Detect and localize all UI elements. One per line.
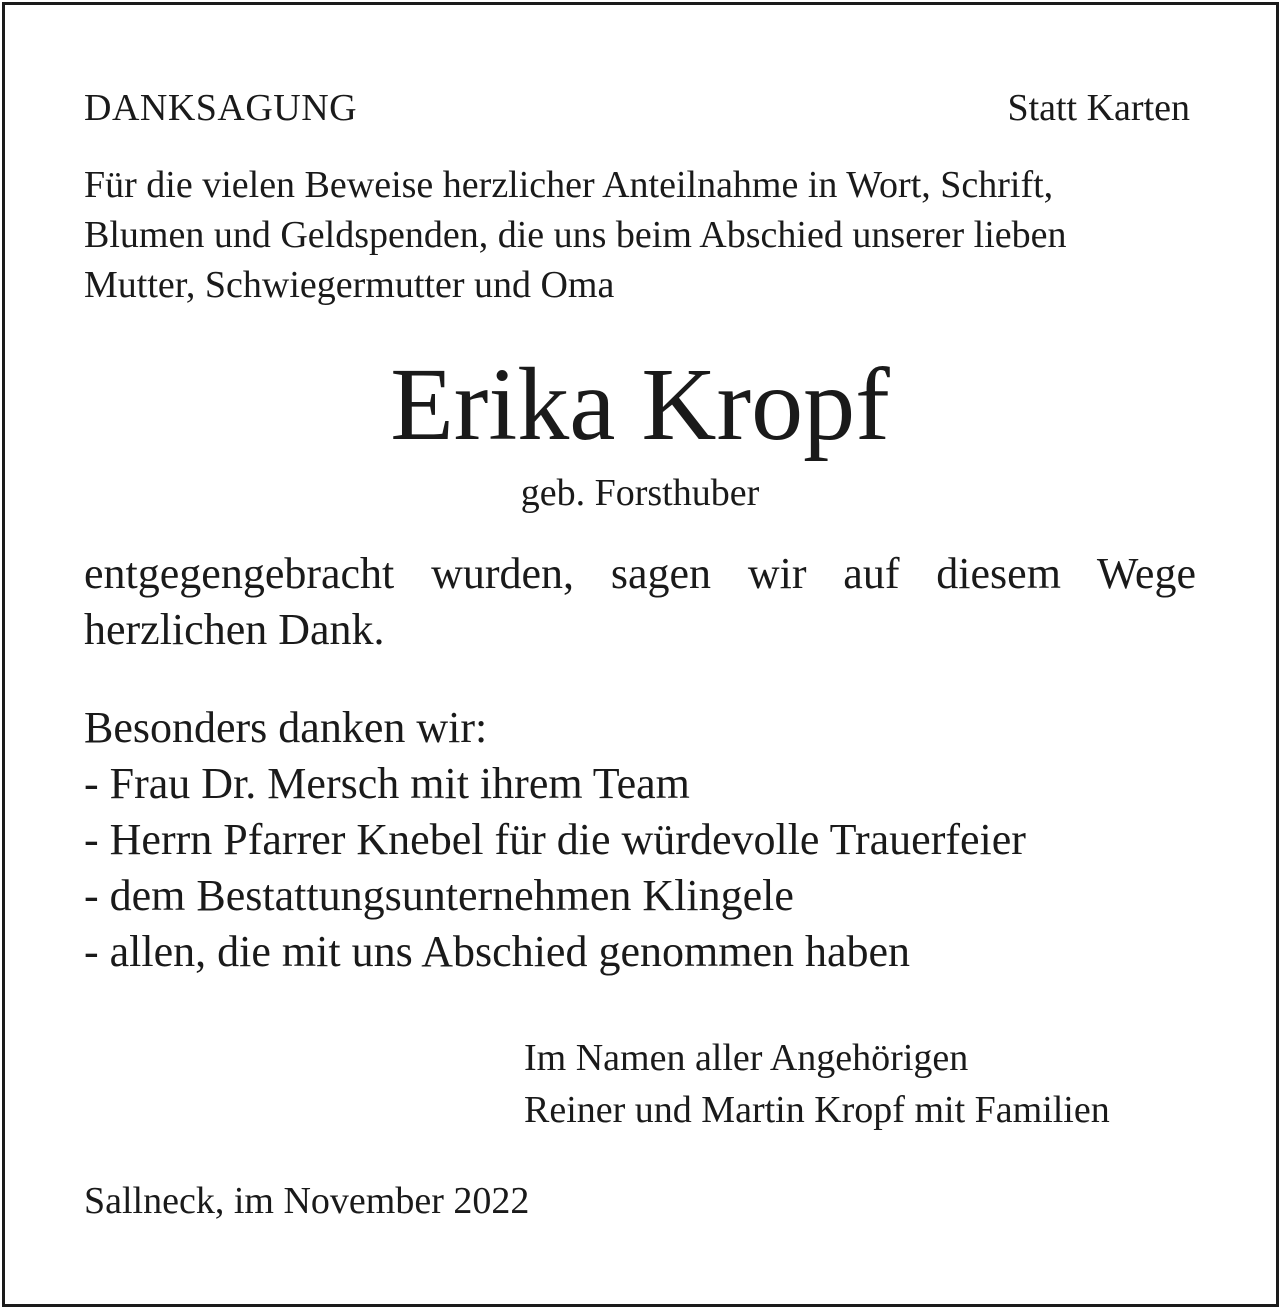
- special-thanks-heading: Besonders danken wir:: [84, 703, 488, 752]
- thanks-line: entgegengebracht wurden, sagen wir auf diesem Wege: [84, 549, 1196, 598]
- list-item: - allen, die mit uns Abschied genommen haben: [84, 927, 911, 976]
- intro-line: Blumen und Geldspenden, die uns beim Abschied unserer lieben: [84, 214, 1067, 256]
- intro-line: Für die vielen Beweise herzlicher Anteilnahme in Wort, Schrift,: [84, 164, 1054, 206]
- intro-line: Mutter, Schwiegermutter und Oma: [84, 264, 615, 306]
- signoff-block: [524, 1032, 1110, 1136]
- thanks-line: herzlichen Dank.: [84, 605, 385, 654]
- list-item: - Frau Dr. Mersch mit ihrem Team: [84, 759, 690, 808]
- deceased-name: Erika Kropf: [390, 347, 890, 462]
- birth-name: geb. Forsthuber: [520, 472, 760, 514]
- signoff-line: Im Namen aller Angehörigen: [524, 1037, 969, 1079]
- notice-heading: DANKSAGUNG: [84, 87, 358, 129]
- intro-paragraph: [84, 160, 1196, 310]
- list-item: - dem Bestattungsunternehmen Klingele: [84, 871, 794, 920]
- statt-karten-note: Statt Karten: [1007, 87, 1190, 129]
- thanks-paragraph: [84, 546, 1196, 658]
- signoff-line: Reiner und Martin Kropf mit Familien: [524, 1089, 1110, 1131]
- place-date: Sallneck, im November 2022: [84, 1180, 530, 1222]
- special-thanks-list: [84, 700, 1026, 980]
- list-item: - Herrn Pfarrer Knebel für die würdevolle Trauerfeier: [84, 815, 1026, 864]
